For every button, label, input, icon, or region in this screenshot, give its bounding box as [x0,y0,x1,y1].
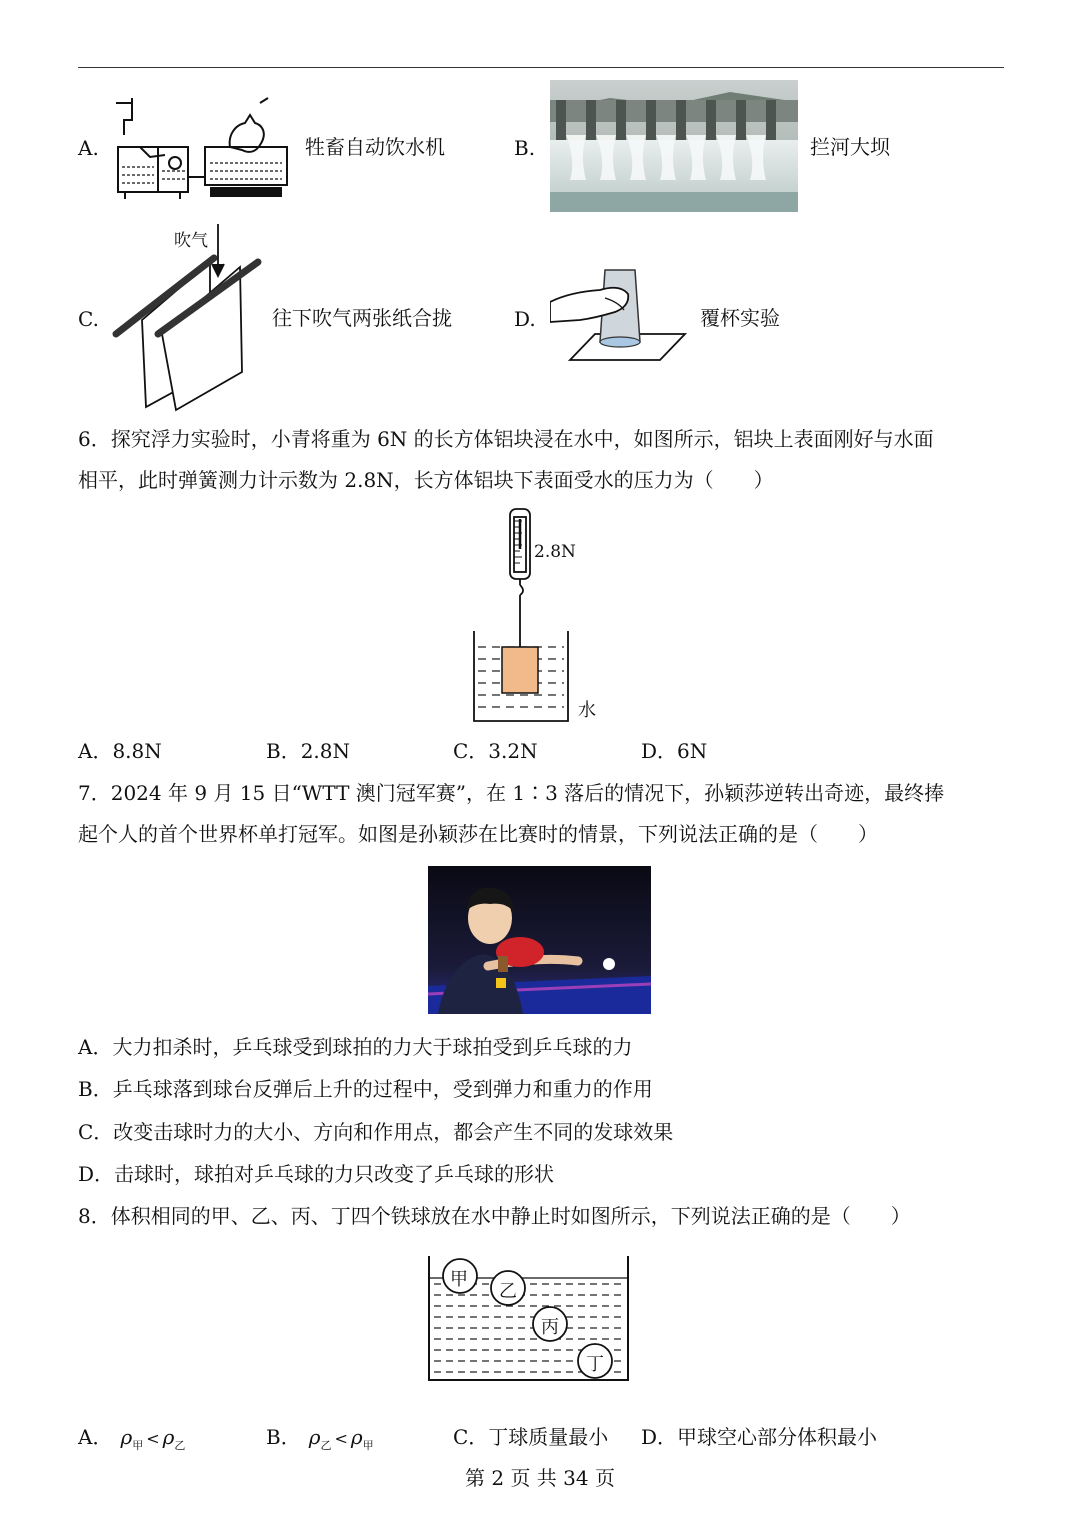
header-rule [78,67,1004,68]
q6-line-2: 相平，此时弹簧测力计示数为 2.8N，长方体铝块下表面受水的压力为（ ） [78,468,774,492]
ball-ding-label: 丁 [586,1354,604,1375]
less-than: < [334,1429,348,1448]
ball-jia-label: 甲 [450,1269,468,1290]
water-label: 水 [578,700,596,721]
dam-photo [550,80,798,212]
q8-option-a-letter: A． [78,1425,113,1449]
option-b-caption: 拦河大坝 [810,135,890,159]
rho-symbol: ρ [120,1425,133,1449]
page-footer: 第 2 页 共 34 页 [465,1466,615,1490]
ball-yi-label: 乙 [499,1281,517,1302]
q7-line-2: 起个人的首个世界杯单打冠军。如图是孙颖莎在比赛时的情景，下列说法正确的是（ ） [78,822,878,846]
option-d-letter: D. [514,307,536,331]
q8-option-b-letter: B． [266,1425,301,1449]
rho-symbol: ρ [350,1425,363,1449]
rho-symbol: ρ [308,1425,321,1449]
q7-option-c: C．改变击球时力的大小、方向和作用点，都会产生不同的发球效果 [78,1120,674,1144]
option-a-letter: A. [78,136,99,160]
option-b-letter: B. [514,136,536,160]
option-c-caption: 往下吹气两张纸合拢 [272,306,452,330]
water-dispenser-figure [110,95,295,203]
q8-option-a [78,1423,185,1460]
rho-subscript: 乙 [320,1439,332,1452]
rho-subscript: 乙 [174,1439,186,1452]
q6-option-c: C．3.2N [453,739,538,763]
q6-option-a: A．8.8N [78,739,162,763]
q6-option-b: B．2.8N [266,739,351,763]
q7-option-d: D．击球时，球拍对乒乓球的力只改变了乒乓球的形状 [78,1162,555,1186]
option-c-letter: C. [78,307,99,331]
less-than: < [146,1429,160,1448]
option-a-caption: 牲畜自动饮水机 [305,135,445,159]
q8-option-c: C．丁球质量最小 [453,1425,609,1449]
scale-reading: 2.8N [534,542,576,562]
q8-option-d: D．甲球空心部分体积最小 [641,1425,878,1449]
rho-symbol: ρ [162,1425,175,1449]
q7-option-a: A．大力扣杀时，乒乓球受到球拍的力大于球拍受到乒乓球的力 [78,1035,633,1059]
q7-option-b: B．乒乓球落到球台反弹后上升的过程中，受到弹力和重力的作用 [78,1077,653,1101]
q7-line-1: 7．2024 年 9 月 15 日“WTT 澳门冠军赛”，在 1∶3 落后的情况下，孙颖莎逆转出奇迹，最终捧 [78,781,945,805]
spring-scale-figure [470,505,620,727]
rho-subscript: 甲 [132,1439,144,1452]
ball-bing-label: 丙 [541,1317,559,1338]
q6-option-d: D．6N [641,739,708,763]
q8-line: 8．体积相同的甲、乙、丙、丁四个铁球放在水中静止时如图所示，下列说法正确的是（ ） [78,1204,911,1228]
option-d-caption: 覆杯实验 [700,306,780,330]
blow-label: 吹气 [174,231,208,251]
q6-line-1: 6．探究浮力实验时，小青将重为 6N 的长方体铝块浸在水中，如图所示，铝块上表面刚好与水面 [78,427,934,451]
q8-option-b [266,1423,374,1460]
table-tennis-photo [428,866,651,1014]
paper-blow-figure [110,222,270,414]
rho-subscript: 甲 [362,1439,374,1452]
cup-experiment-figure [550,262,690,372]
